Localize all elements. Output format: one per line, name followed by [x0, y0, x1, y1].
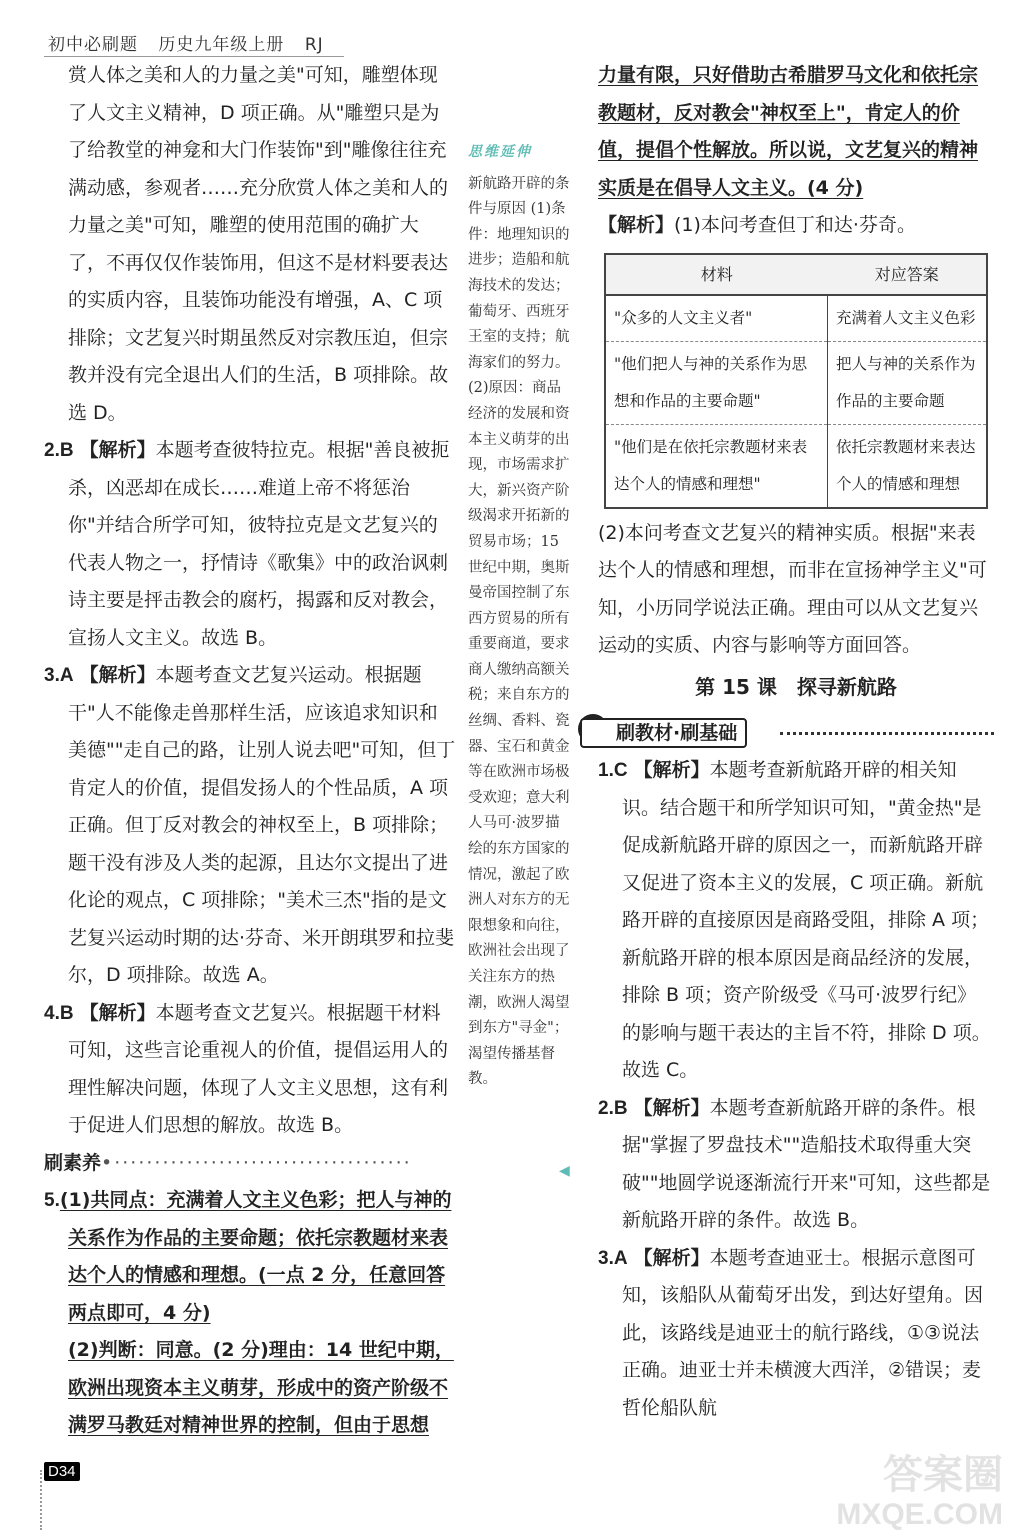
table-cell-answer: 充满着人文主义色彩	[828, 295, 988, 342]
pointer-arrow-icon: ◀	[559, 1163, 570, 1179]
q5-number: 5.	[44, 1190, 60, 1211]
q2-tag: 【解析】	[79, 439, 156, 461]
sidebar-text: 新航路开辟的条件与原因 (1)条件：地理知识的进步；造船和航海技术的发达；葡萄牙、西班牙王室的支持；航海家们的努力。(2)原因：商品经济的发展和资本主义萌芽的出现，市场需求扩大，新兴资产阶级渴求开拓新的贸易市场；15 世纪中期，奥斯曼帝国控制了东西方贸易的所有重要商道，要求商人缴纳高额关税；来自东方的丝绸、香料、瓷器、宝石和黄金等在欧洲市场极受欢迎；意大利人马可·波罗描绘的东方国家的情况，激起了欧洲人对东方的无限想象和向往，欧洲社会出现了关注东方的热潮，欧洲人渴望到东方"寻金"；渴望传播基督教。	[468, 175, 570, 1088]
left-column	[44, 57, 456, 1445]
q3-answer: A	[59, 665, 74, 686]
q4-answer: B	[59, 1002, 74, 1024]
running-header	[48, 30, 338, 55]
q4-number: 4.	[44, 1002, 60, 1024]
answer-q2	[44, 432, 456, 657]
section-dots: •·····································	[101, 1151, 412, 1174]
l15-q3-answer: A	[613, 1247, 628, 1269]
section-banner	[580, 710, 994, 750]
edition-tag: RJ	[304, 35, 324, 55]
table-row	[605, 295, 987, 342]
q5-explanation-tag: 【解析】	[598, 214, 675, 236]
q3-number: 3.	[44, 665, 60, 686]
q5-continuation-text: 力量有限，只好借助古希腊罗马文化和依托宗教题材，反对教会"神权至上"，肯定人的价值，提倡个性解放。所以说，文艺复兴的精神实质是在倡导人文主义。(4 分)	[598, 64, 979, 199]
answer-q3	[44, 657, 456, 995]
l15-q2-tag: 【解析】	[633, 1096, 710, 1119]
q2-text: 本题考查彼特拉克。根据"善良被扼杀，凶恶却在成长……难道上帝不将惩治你"并结合所学可知，彼特拉克是文艺复兴的代表人物之一，抒情诗《歌集》中的政治讽刺诗主要是抨击教会的腐朽，揭露和反对教会，宣扬人文主义。故选 B。	[68, 439, 450, 649]
watermark-line2: MXQE.COM	[836, 1498, 1003, 1531]
l15-q1-answer: C	[613, 760, 628, 781]
answer-l15-q1	[598, 752, 994, 1090]
q5-explanation-text: (1)本问考查但丁和达·芬奇。	[674, 214, 916, 236]
table-header-answer: 对应答案	[828, 254, 988, 295]
page-number: D34	[44, 1462, 80, 1481]
right-column	[598, 57, 994, 1427]
answer-q4	[44, 995, 456, 1145]
q5-explanation	[598, 207, 994, 245]
table-cell-material: "众多的人文主义者"	[605, 295, 828, 342]
footer-dotted-line	[40, 1470, 42, 1530]
table-cell-answer: 依托宗教题材来表达个人的情感和理想	[828, 424, 988, 508]
thinking-extension-sidebar	[468, 140, 572, 1093]
lesson-title: 第 15 课 探寻新航路	[695, 674, 897, 699]
q4-text: 本题考查文艺复兴。根据题干材料可知，这些言论重视人的价值，提倡运用人的理性解决问题，体现了人文主义思想，这有利于促进人们思想的解放。故选 B。	[68, 1001, 449, 1136]
table-cell-material: "他们把人与神的关系作为思想和作品的主要命题"	[605, 341, 828, 424]
table-cell-answer: 把人与神的关系作为作品的主要命题	[828, 341, 988, 424]
q2-answer: B	[59, 440, 74, 461]
book-title: 历史九年级上册	[158, 35, 285, 55]
q5-continuation	[598, 57, 994, 207]
table-header-material: 材料	[605, 254, 828, 295]
series-name: 初中必刷题	[48, 35, 138, 55]
answer-q5-part2	[44, 1332, 456, 1445]
watermark-line1: 答案圈	[883, 1453, 1003, 1497]
table-cell-material: "他们是在依托宗教题材来表达个人的情感和理想"	[605, 424, 828, 508]
l15-q2-text: 本题考查新航路开辟的条件。根据"掌握了罗盘技术""造船技术取得重大突破""地圆学说逐渐流行开来"可知，这些都是新航路开辟的条件。故选 B。	[622, 1096, 991, 1231]
section-title: 刷素养	[44, 1151, 102, 1174]
material-answer-table	[604, 253, 988, 509]
sidebar-title: 思维延伸	[468, 144, 532, 160]
l15-q3-text: 本题考查迪亚士。根据示意图可知，该船队从葡萄牙出发，到达好望角。因此，该路线是迪亚士的航行路线，①③说法正确。迪亚士并未横渡大西洋，②错误；麦哲伦船队航	[622, 1246, 984, 1419]
banner-label: 刷教材·刷基础	[580, 718, 747, 748]
l15-q1-text: 本题考查新航路开辟的相关知识。结合题干和所学知识可知，"黄金热"是促成新航路开辟的原因之一，而新航路开辟又促进了资本主义的发展，C 项正确。新航路开辟的直接原因是商路受阻，排除 A 项；新航路开辟的根本原因是商品经济的发展，排除 B 项；资产阶级受《马可·波罗行纪》的影响与题干表达的主旨不符，排除 D 项。故选 C。	[622, 759, 991, 1081]
part2-explanation: (2)本问考查文艺复兴的精神实质。根据"来表达个人的情感和理想，而非在宣扬神学主义"可知，小历同学说法正确。理由可以从文艺复兴运动的实质、内容与影响等方面回答。	[598, 521, 987, 656]
q1-continuation: 赏人体之美和人的力量之美"可知，雕塑体现了人文主义精神，D 项正确。从"雕塑只是为了给教堂的神龛和大门作装饰"到"雕像往往充满动感，参观者……充分欣赏人体之美和人的力量之美"可知，雕塑的使用范围的确扩大了，不再仅仅作装饰用，但这不是材料要表达的实质内容，且装饰功能没有增强，A、C 项排除；文艺复兴时期虽然反对宗教压迫，但宗教并没有完全退出人们的生活，B 项排除。故选 D。	[68, 64, 449, 424]
q2-number: 2.	[44, 440, 60, 461]
l15-q2-answer: B	[613, 1097, 628, 1119]
section-heading	[44, 1145, 456, 1183]
answer-l15-q2	[598, 1090, 994, 1240]
l15-q1-number: 1.	[598, 760, 614, 781]
q5-part2-text: (2)判断：同意。(2 分)理由：14 世纪中期，欧洲出现资本主义萌芽，形成中的资产阶级不满罗马教廷对精神世界的控制，但由于思想	[68, 1339, 454, 1436]
banner-dotted-line	[780, 732, 994, 735]
q5-part1-text: (1)共同点：充满着人文主义色彩；把人与神的关系作为作品的主要命题；依托宗教题材来表达个人的情感和理想。(一点 2 分，任意回答两点即可，4 分)	[59, 1189, 452, 1324]
q3-tag: 【解析】	[79, 664, 156, 686]
l15-q1-tag: 【解析】	[633, 759, 710, 781]
table-row	[605, 341, 987, 424]
watermark-logo	[836, 1455, 1003, 1535]
q4-tag: 【解析】	[79, 1001, 156, 1024]
l15-q3-number: 3.	[598, 1247, 614, 1269]
answer-q5-part1	[44, 1182, 456, 1332]
table-header-row	[605, 254, 987, 295]
l15-q3-tag: 【解析】	[633, 1246, 710, 1269]
table-row	[605, 424, 987, 508]
l15-q2-number: 2.	[598, 1097, 614, 1119]
answer-l15-q3	[598, 1240, 994, 1428]
q3-text: 本题考查文艺复兴运动。根据题干"人不能像走兽那样生活，应该追求知识和美德""走自己的路，让别人说去吧"可知，但丁肯定人的价值，提倡发扬人的个性品质，A 项正确。但丁反对教会的神权至上，B 项排除；题干没有涉及人类的起源，且达尔文提出了进化论的观点，C 项排除；"美术三杰"指的是文艺复兴运动时期的达·芬奇、米开朗琪罗和拉斐尔，D 项排除。故选 A。	[68, 664, 456, 986]
